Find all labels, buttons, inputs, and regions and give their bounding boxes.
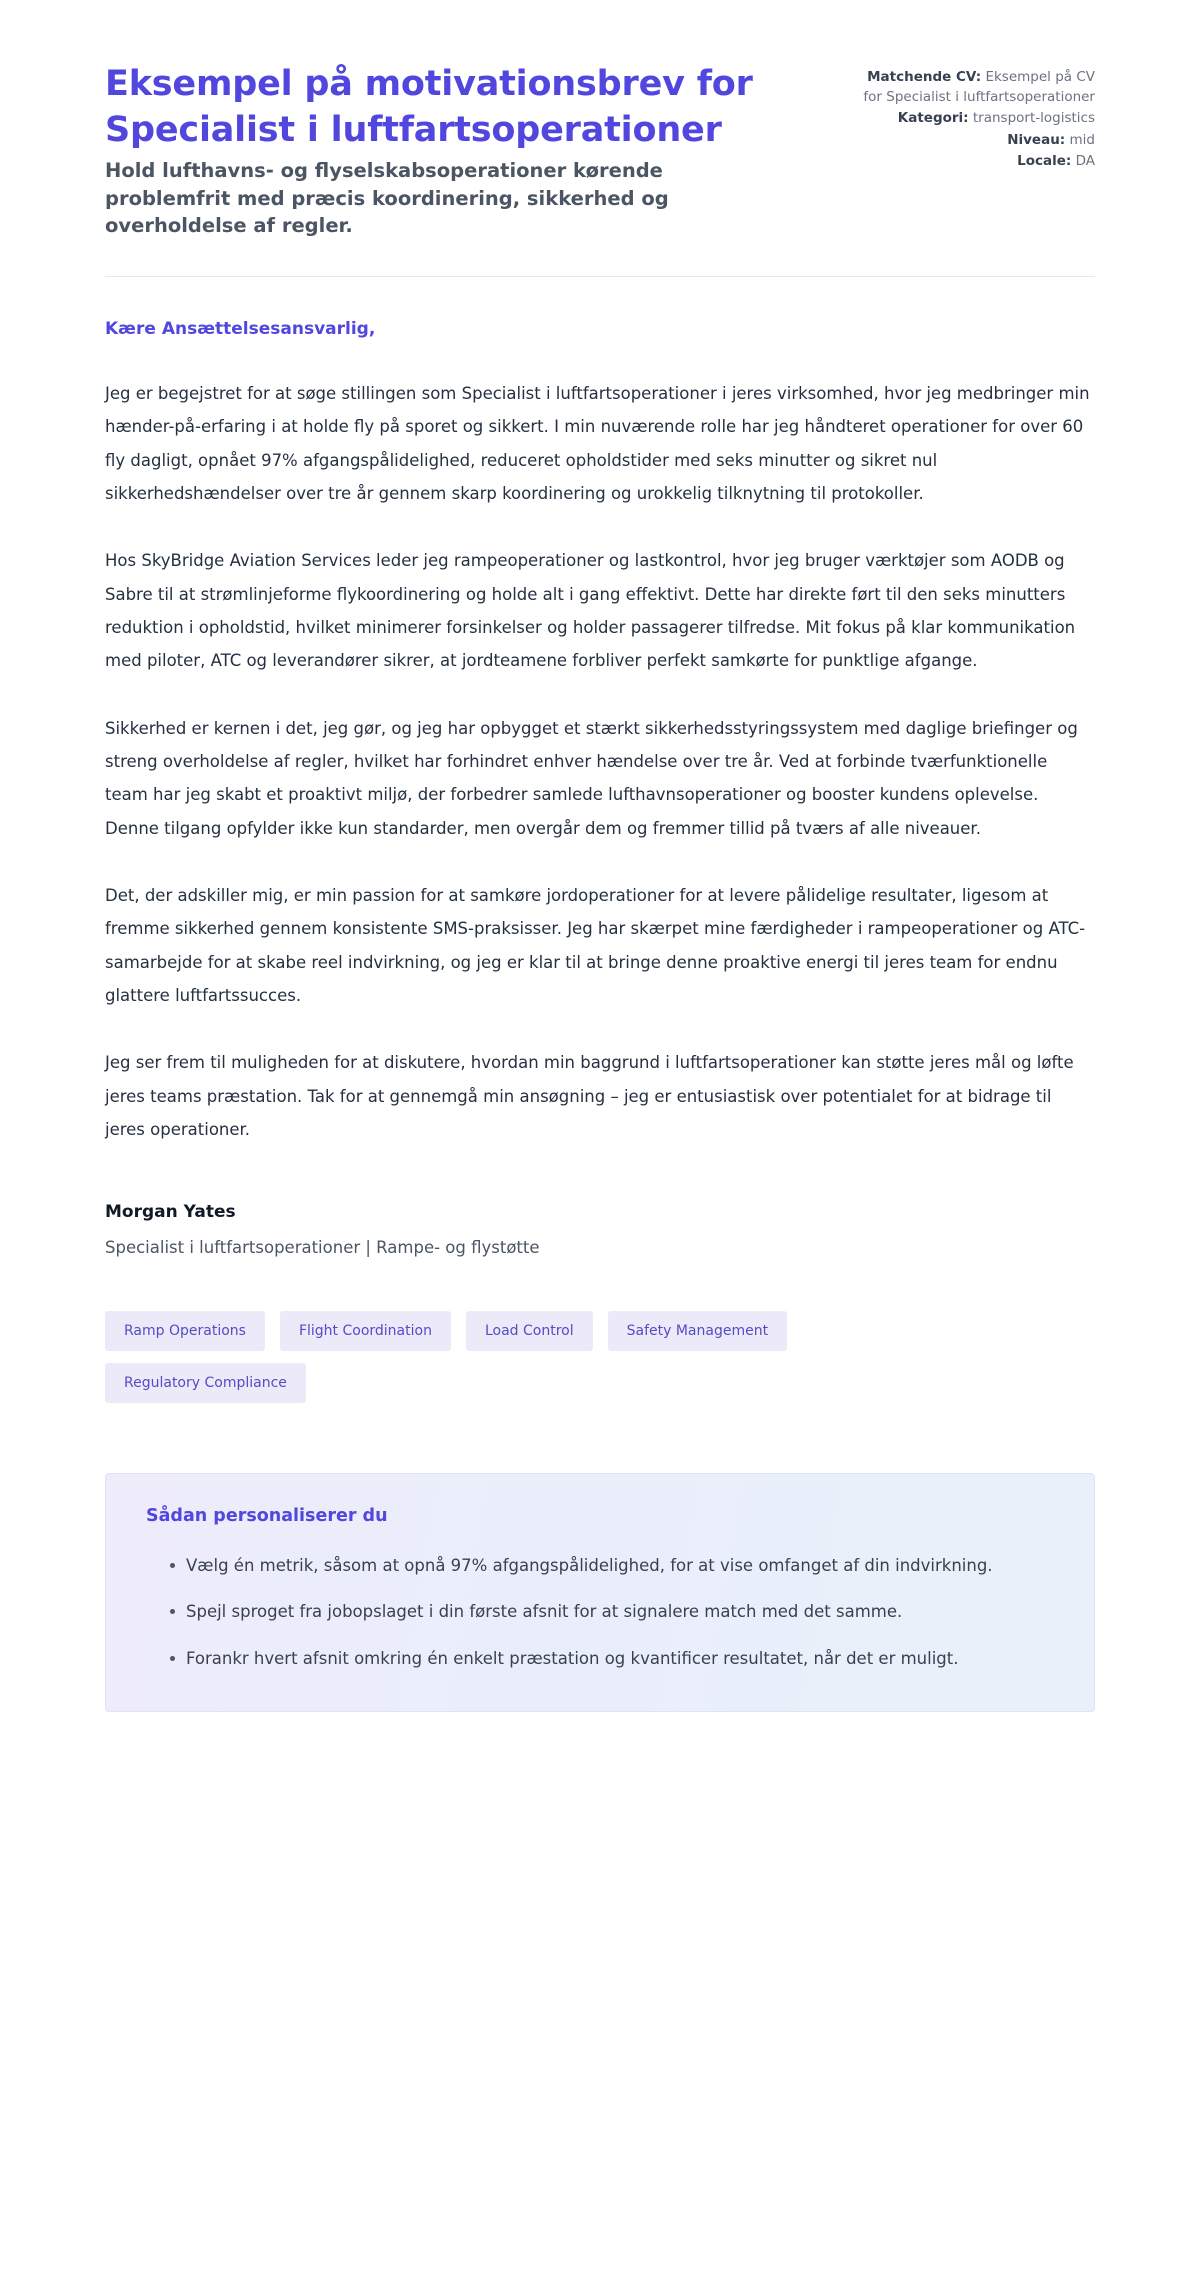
letter-paragraph-3: Sikkerhed er kernen i det, jeg gør, og jeg har opbygget et stærkt sikkerhedsstyringssystem med daglige briefinger og streng overholdelse af regler, hvilket har forhindret enhver hændelse over tre år. Ved at forbinde tværfunktionelle team har jeg skabt et proaktivt miljø, der forbedrer samlede lufthavnsoperationer og booster kundens oplevelse. Denne tilgang opfylder ikke kun standarder, men overgår dem og fremmer tillid på tværs af alle niveauer. [105, 718, 1078, 838]
personalization-tips-callout [105, 1473, 1095, 1712]
page-subtitle: Hold lufthavns- og flyselskabsoperationer kørende problemfrit med præcis koordinering, sikkerhed og overholdelse af regler. [105, 159, 669, 238]
metadata-row-category [855, 109, 1095, 129]
signature-name: Morgan Yates [105, 1202, 236, 1223]
metadata-row-matching-cv [855, 68, 1095, 107]
callout-tip-item: Forankr hvert afsnit omkring én enkelt præstation og kvantificer resultatet, når det er muligt. [170, 1643, 1054, 1675]
metadata-row-level [855, 131, 1095, 151]
metadata-row-locale [855, 152, 1095, 172]
skill-tag[interactable]: Load Control [466, 1311, 593, 1351]
metadata-value-level: mid [1069, 131, 1095, 148]
metadata-label-level: Niveau: [1007, 131, 1066, 148]
document-metadata [855, 62, 1095, 174]
skill-tag[interactable]: Safety Management [608, 1311, 787, 1351]
callout-tip-item: Spejl sproget fra jobopslaget i din første afsnit for at signalere match med det samme. [170, 1596, 1054, 1628]
page-title: Eksempel på motivationsbrev for Specialist i luftfartsoperationer [105, 64, 753, 150]
metadata-value-matching-cv: Eksempel på CV for Specialist i luftfartsoperationer [863, 69, 1095, 105]
letter-paragraph-1: Jeg er begejstret for at søge stillingen som Specialist i luftfartsoperationer i jeres virksomhed, hvor jeg medbringer min hænder-på-erfaring i at holde fly på sporet og sikkert. I min nuværende rolle har jeg håndteret operationer for over 60 fly dagligt, opnået 97% afgangspålidelighed, reduceret opholdstider med seks minutter og sikret nul sikkerhedshændelser over tre år gennem skarp koordinering og urokkelig tilknytning til protokoller. [105, 384, 1090, 504]
metadata-value-locale: DA [1075, 153, 1095, 170]
callout-tip-item: Vælg én metrik, såsom at opnå 97% afgangspålidelighed, for at vise omfanget af din indvirkning. [170, 1550, 1054, 1582]
letter-paragraph-4: Det, der adskiller mig, er min passion for at samkøre jordoperationer for at levere pålidelige resultater, ligesom at fremme sikkerhed gennem konsistente SMS-praksisser. Jeg har skærpet mine færdigheder i rampeoperationer og ATC-samarbejde for at skabe reel indvirkning, og jeg er klar til at bringe denne proaktive energi til jeres team for endnu glattere luftfartssucces. [105, 886, 1086, 1005]
metadata-label-locale: Locale: [1017, 153, 1072, 170]
metadata-label-matching-cv: Matchende CV: [867, 69, 982, 85]
letter-paragraph-2: Hos SkyBridge Aviation Services leder jeg rampeoperationer og lastkontrol, hvor jeg bruger værktøjer som AODB og Sabre til at strømlinjeforme flykoordinering og holde alt i gang effektivt. Dette har direkte ført til den seks minutters reduktion i opholdstid, hvilket minimerer forsinkelser og holder passagerer tilfredse. Mit fokus på klar kommunikation med piloter, ATC og leverandører sikrer, at jordteamene forbliver perfekt samkørte for punktlige afgange. [105, 551, 1076, 671]
metadata-value-category: transport-logistics [972, 110, 1095, 127]
letter-paragraph-5: Jeg ser frem til muligheden for at diskutere, hvordan min baggrund i luftfartsoperationer kan støtte jeres mål og løfte jeres teams præstation. Tak for at gennemgå min ansøgning – jeg er entusiastisk over potentialet for at bidrage til jeres operationer. [105, 1053, 1074, 1139]
metadata-label-category: Kategori: [897, 110, 969, 127]
signature-role: Specialist i luftfartsoperationer | Rampe- og flystøtte [105, 1238, 540, 1258]
callout-tip-list [146, 1550, 1054, 1675]
cover-letter-body [105, 277, 1095, 1146]
callout-title: Sådan personaliserer du [146, 1506, 388, 1527]
letter-salutation: Kære Ansættelsesansvarlig, [105, 319, 376, 340]
header-title-block [105, 62, 765, 240]
skill-tag[interactable]: Regulatory Compliance [105, 1363, 306, 1403]
skill-tag-list [105, 1311, 865, 1403]
skill-tag[interactable]: Flight Coordination [280, 1311, 451, 1351]
skill-tag[interactable]: Ramp Operations [105, 1311, 265, 1351]
signature-block [105, 1202, 1095, 1257]
document-header [105, 40, 1095, 240]
